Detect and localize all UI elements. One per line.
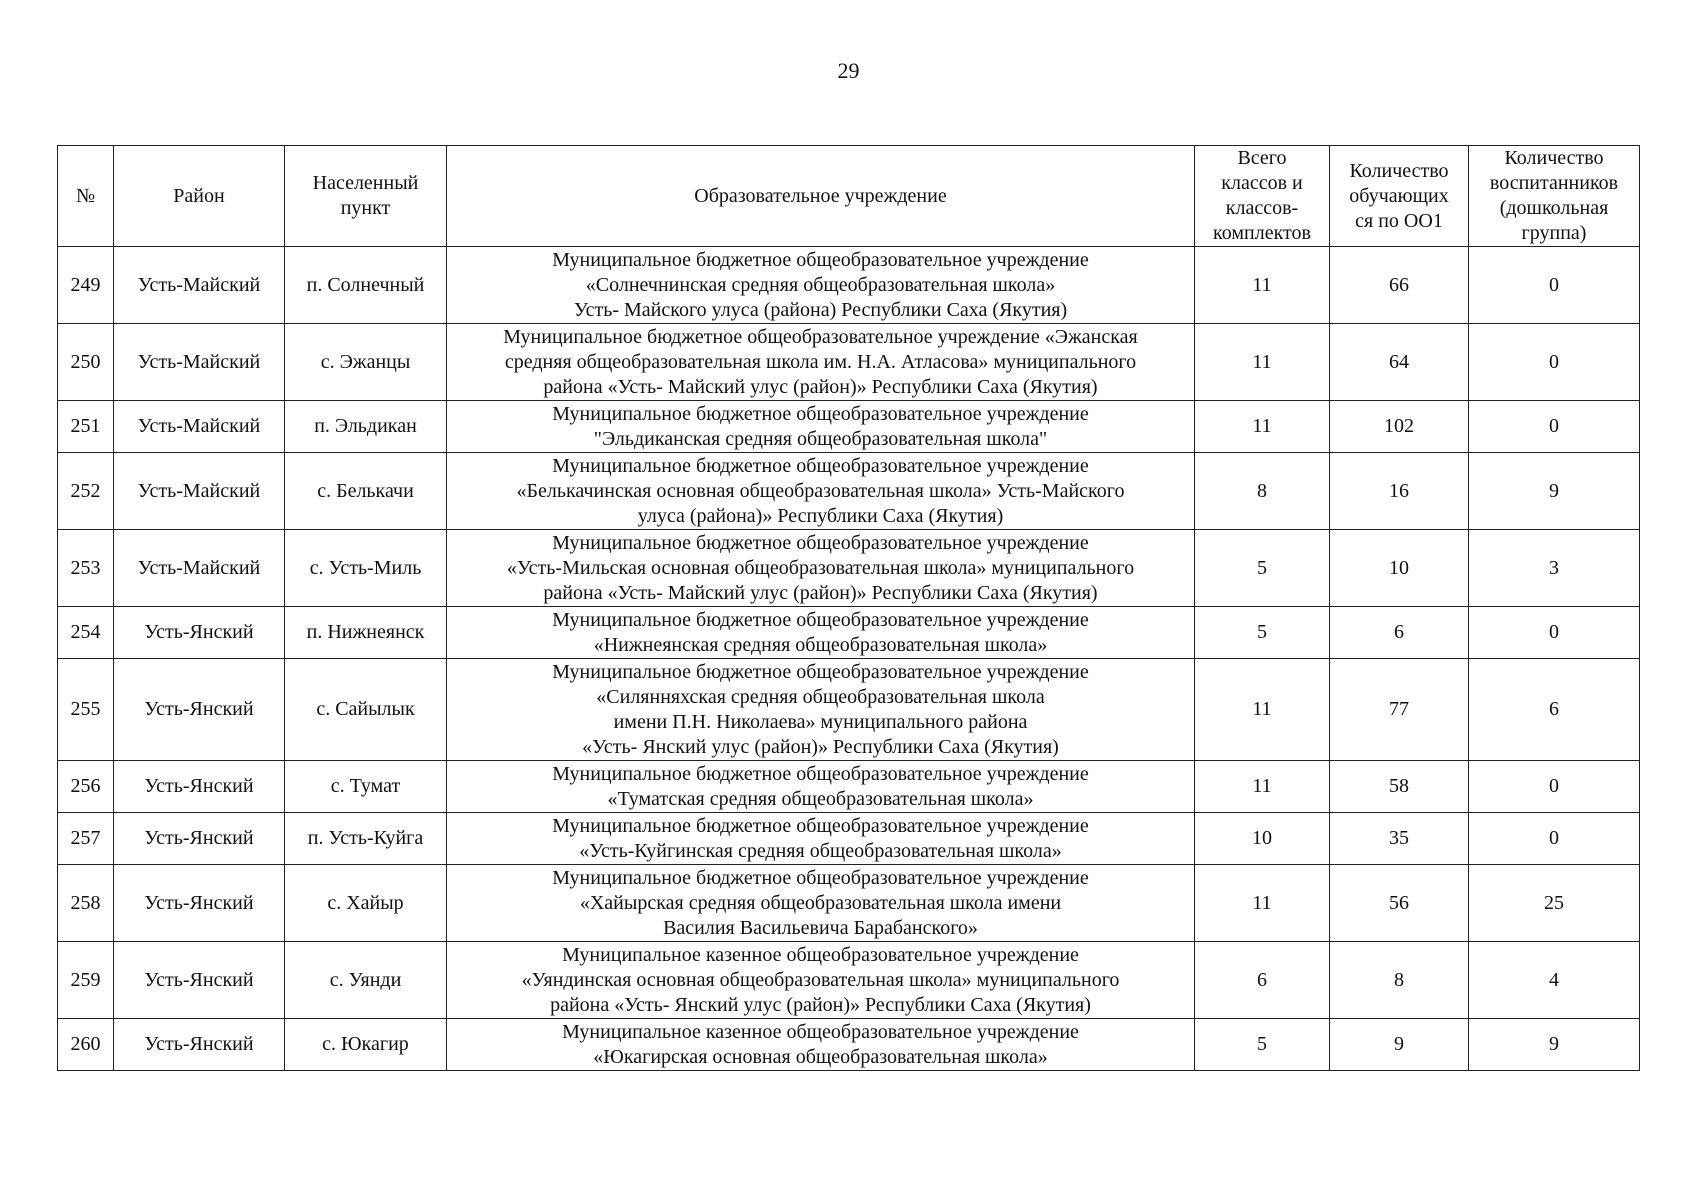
- cell-preschool: 3: [1469, 530, 1640, 607]
- cell-district: Усть-Янский: [114, 813, 285, 865]
- cell-organization: Муниципальное казенное общеобразовательное учреждение «Юкагирская основная общеобразовательная школа»: [447, 1019, 1195, 1071]
- cell-locality: с. Юкагир: [285, 1019, 447, 1071]
- cell-preschool: 9: [1469, 1019, 1640, 1071]
- cell-students: 102: [1330, 401, 1469, 453]
- table-row: [58, 659, 1640, 761]
- cell-district: Усть-Янский: [114, 761, 285, 813]
- cell-organization: Муниципальное бюджетное общеобразовательное учреждение «Силянняхская средняя общеобразовательная школа имени П.Н. Николаева» муниципального района «Усть- Янский улус (район)» Республики Саха (Якутия): [447, 659, 1195, 761]
- cell-district: Усть-Майский: [114, 401, 285, 453]
- cell-district: Усть-Майский: [114, 247, 285, 324]
- cell-organization: Муниципальное бюджетное общеобразовательное учреждение «Хайырская средняя общеобразовательная школа имени Василия Васильевича Барабанского»: [447, 865, 1195, 942]
- cell-district: Усть-Янский: [114, 1019, 285, 1071]
- cell-number: 252: [58, 453, 114, 530]
- cell-number: 250: [58, 324, 114, 401]
- cell-students: 77: [1330, 659, 1469, 761]
- cell-preschool: 0: [1469, 324, 1640, 401]
- cell-classes: 11: [1195, 761, 1330, 813]
- table-row: [58, 761, 1640, 813]
- table-row: [58, 942, 1640, 1019]
- cell-number: 255: [58, 659, 114, 761]
- cell-classes: 11: [1195, 401, 1330, 453]
- cell-number: 251: [58, 401, 114, 453]
- header-students: Количество обучающих ся по ОО1: [1330, 146, 1469, 247]
- cell-organization: Муниципальное бюджетное общеобразовательное учреждение «Нижнеянская средняя общеобразовательная школа»: [447, 607, 1195, 659]
- cell-students: 56: [1330, 865, 1469, 942]
- header-district: Район: [114, 146, 285, 247]
- cell-district: Усть-Янский: [114, 865, 285, 942]
- cell-organization: Муниципальное бюджетное общеобразовательное учреждение "Эльдиканская средняя общеобразовательная школа": [447, 401, 1195, 453]
- cell-classes: 8: [1195, 453, 1330, 530]
- cell-locality: с. Белькачи: [285, 453, 447, 530]
- cell-classes: 11: [1195, 865, 1330, 942]
- cell-preschool: 6: [1469, 659, 1640, 761]
- table-row: [58, 813, 1640, 865]
- cell-locality: п. Нижнеянск: [285, 607, 447, 659]
- table-header-row: [58, 146, 1640, 247]
- cell-students: 9: [1330, 1019, 1469, 1071]
- table-row: [58, 247, 1640, 324]
- cell-preschool: 0: [1469, 401, 1640, 453]
- cell-locality: п. Солнечный: [285, 247, 447, 324]
- cell-number: 249: [58, 247, 114, 324]
- table-row: [58, 607, 1640, 659]
- cell-locality: с. Эжанцы: [285, 324, 447, 401]
- cell-students: 10: [1330, 530, 1469, 607]
- cell-classes: 11: [1195, 324, 1330, 401]
- cell-students: 66: [1330, 247, 1469, 324]
- cell-number: 256: [58, 761, 114, 813]
- page-number: 29: [837, 58, 860, 83]
- table-row: [58, 401, 1640, 453]
- cell-preschool: 4: [1469, 942, 1640, 1019]
- cell-classes: 5: [1195, 530, 1330, 607]
- table-row: [58, 1019, 1640, 1071]
- header-locality: Населенный пункт: [285, 146, 447, 247]
- cell-preschool: 0: [1469, 813, 1640, 865]
- header-classes: Всего классов и классов- комплектов: [1195, 146, 1330, 247]
- cell-number: 259: [58, 942, 114, 1019]
- cell-students: 16: [1330, 453, 1469, 530]
- cell-students: 64: [1330, 324, 1469, 401]
- cell-district: Усть-Янский: [114, 942, 285, 1019]
- cell-number: 260: [58, 1019, 114, 1071]
- cell-locality: п. Эльдикан: [285, 401, 447, 453]
- cell-classes: 6: [1195, 942, 1330, 1019]
- cell-organization: Муниципальное бюджетное общеобразовательное учреждение «Усть-Куйгинская средняя общеобразовательная школа»: [447, 813, 1195, 865]
- cell-organization: Муниципальное бюджетное общеобразовательное учреждение «Солнечнинская средняя общеобразовательная школа» Усть- Майского улуса (района) Республики Саха (Якутия): [447, 247, 1195, 324]
- cell-district: Усть-Майский: [114, 324, 285, 401]
- cell-students: 58: [1330, 761, 1469, 813]
- cell-locality: с. Хайыр: [285, 865, 447, 942]
- cell-students: 35: [1330, 813, 1469, 865]
- cell-organization: Муниципальное бюджетное общеобразовательное учреждение «Усть-Мильская основная общеобразовательная школа» муниципального района «Усть- Майский улус (район)» Республики Саха (Якутия): [447, 530, 1195, 607]
- cell-students: 6: [1330, 607, 1469, 659]
- cell-classes: 11: [1195, 247, 1330, 324]
- cell-preschool: 9: [1469, 453, 1640, 530]
- cell-preschool: 25: [1469, 865, 1640, 942]
- cell-number: 253: [58, 530, 114, 607]
- cell-classes: 5: [1195, 607, 1330, 659]
- cell-classes: 5: [1195, 1019, 1330, 1071]
- table-row: [58, 453, 1640, 530]
- schools-table: [57, 145, 1640, 1071]
- header-number: №: [58, 146, 114, 247]
- cell-organization: Муниципальное бюджетное общеобразовательное учреждение «Белькачинская основная общеобразовательная школа» Усть-Майского улуса (района)» Республики Саха (Якутия): [447, 453, 1195, 530]
- cell-district: Усть-Майский: [114, 453, 285, 530]
- cell-organization: Муниципальное бюджетное общеобразовательное учреждение «Туматская средняя общеобразовательная школа»: [447, 761, 1195, 813]
- cell-number: 258: [58, 865, 114, 942]
- cell-district: Усть-Янский: [114, 607, 285, 659]
- cell-classes: 11: [1195, 659, 1330, 761]
- cell-district: Усть-Янский: [114, 659, 285, 761]
- table-row: [58, 530, 1640, 607]
- cell-locality: п. Усть-Куйга: [285, 813, 447, 865]
- table-row: [58, 865, 1640, 942]
- cell-district: Усть-Майский: [114, 530, 285, 607]
- cell-locality: с. Тумат: [285, 761, 447, 813]
- cell-preschool: 0: [1469, 761, 1640, 813]
- cell-organization: Муниципальное казенное общеобразовательное учреждение «Уяндинская основная общеобразовательная школа» муниципального района «Усть- Янский улус (район)» Республики Саха (Якутия): [447, 942, 1195, 1019]
- cell-locality: с. Сайылык: [285, 659, 447, 761]
- cell-locality: с. Усть-Миль: [285, 530, 447, 607]
- cell-preschool: 0: [1469, 607, 1640, 659]
- header-preschool: Количество воспитанников (дошкольная группа): [1469, 146, 1640, 247]
- cell-students: 8: [1330, 942, 1469, 1019]
- cell-classes: 10: [1195, 813, 1330, 865]
- cell-locality: с. Уянди: [285, 942, 447, 1019]
- cell-organization: Муниципальное бюджетное общеобразовательное учреждение «Эжанская средняя общеобразовательная школа им. Н.А. Атласова» муниципального района «Усть- Майский улус (район)» Республики Саха (Якутия): [447, 324, 1195, 401]
- cell-number: 257: [58, 813, 114, 865]
- cell-preschool: 0: [1469, 247, 1640, 324]
- header-organization: Образовательное учреждение: [447, 146, 1195, 247]
- cell-number: 254: [58, 607, 114, 659]
- table-row: [58, 324, 1640, 401]
